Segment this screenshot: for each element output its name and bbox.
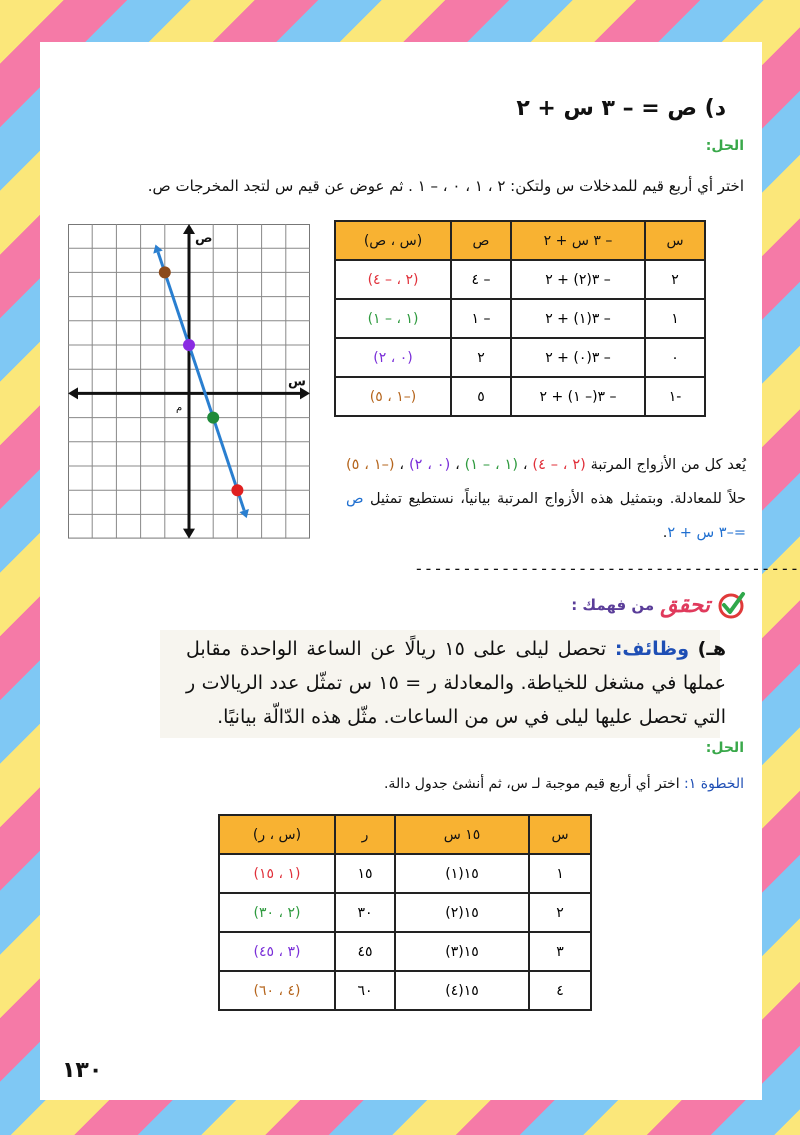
- page: [40, 42, 800, 1100]
- solution-label-2: الحل:: [705, 740, 744, 756]
- page-number: ١٣٠: [62, 1058, 103, 1083]
- table-cell: – ٣(٠) + ٢: [511, 338, 645, 377]
- table-cell: ٦٠: [335, 971, 395, 1010]
- coordinate-graph: [68, 224, 310, 538]
- instruction-text: اختر أي أربع قيم للمدخلات س ولتكن: ٢ ، ١ ، ٠ ، – ١ . ثم عوض عن قيم س لتجد المخرجات ص.: [147, 177, 744, 195]
- step-label: الخطوة ١:: [684, 776, 744, 792]
- table-header: (س ، ر): [219, 815, 335, 854]
- graph-point: [207, 412, 219, 424]
- table-header-row: [219, 815, 591, 854]
- table-cell: – ٣(٢) + ٢: [511, 260, 645, 299]
- pair-text: (١ ، – ١): [464, 457, 519, 473]
- table-cell: ١٥: [335, 854, 395, 893]
- section-divider: ----------------------------------------: [414, 559, 800, 578]
- table-cell: ١٥(١): [395, 854, 529, 893]
- equation-text: ص =–٣ س + ٢: [346, 491, 746, 541]
- y-axis-arrow-top: [183, 224, 195, 234]
- table-cell: ١٥(٣): [395, 932, 529, 971]
- table-cell: ١٥(٢): [395, 893, 529, 932]
- table-cell: – ٤: [451, 260, 511, 299]
- x-axis-arrow-left: [68, 387, 78, 399]
- explanation-text: حلاً للمعادلة. وبتمثيل هذه الأزواج المرتبة بيانياً،: [460, 491, 746, 507]
- table-cell-pair: (٠ ، ٢): [335, 338, 451, 377]
- table-cell: – ٣(١) + ٢: [511, 299, 645, 338]
- table-row: [335, 338, 705, 377]
- table-row: [219, 893, 591, 932]
- table-row: [335, 377, 705, 416]
- exercise-text: تحصل ليلى على ١٥ ريالًا عن الساعة الواحدة مقابل عملها في مشغل للخياطة. والمعادلة ر = ١٥ س تمثّل عدد الريالات ر التي تحصل عليها ليلى في س من الساعات. مثّل هذه الدّالّة بيانيًا.: [186, 638, 726, 728]
- checkmark-icon: [716, 590, 746, 620]
- value-table-1: [334, 220, 706, 417]
- problem-title: د) ص = – ٣ س + ٢: [516, 96, 726, 121]
- table-cell-pair: (٢ ، ٣٠): [219, 893, 335, 932]
- table-cell-pair: (٣ ، ٤٥): [219, 932, 335, 971]
- graph-point: [231, 484, 243, 496]
- pair-text: (٢ ، – ٤): [532, 457, 586, 473]
- table-row: [335, 299, 705, 338]
- check-subtitle: من فهمك :: [571, 596, 655, 614]
- pair-text: (٠ ، ٢): [408, 457, 451, 473]
- table-cell: ١: [529, 854, 591, 893]
- function-line: [158, 252, 244, 510]
- table-cell: ٥: [451, 377, 511, 416]
- table-cell-pair: (٢ ، – ٤): [335, 260, 451, 299]
- table-header: ص: [451, 221, 511, 260]
- step-description: اختر أي أربع قيم موجبة لـ س، ثم أنشئ جدول دالة.: [383, 776, 680, 792]
- table-header: ر: [335, 815, 395, 854]
- value-table-2: [218, 814, 592, 1011]
- graph-point: [159, 266, 171, 278]
- exercise-prefix: هـ): [697, 638, 726, 660]
- table-header: س: [645, 221, 705, 260]
- table-cell: ٢: [451, 338, 511, 377]
- y-axis-arrow-bottom: [183, 529, 195, 539]
- table-cell: ١: [645, 299, 705, 338]
- check-understanding-heading: [571, 590, 746, 620]
- table-cell: ٠: [645, 338, 705, 377]
- table-header-row: [335, 221, 705, 260]
- table-cell-pair: (١ ، – ١): [335, 299, 451, 338]
- graph-point: [183, 339, 195, 351]
- x-axis-label: س: [288, 374, 306, 390]
- table-cell: ١٥(٤): [395, 971, 529, 1010]
- table-cell-pair: (١ ، ١٥): [219, 854, 335, 893]
- origin-label: م: [176, 402, 183, 414]
- table-header: – ٣ س + ٢: [511, 221, 645, 260]
- table-cell: ٤: [529, 971, 591, 1010]
- table-cell-pair: (٤ ، ٦٠): [219, 971, 335, 1010]
- y-axis-label: ص: [195, 231, 213, 246]
- table-header: س: [529, 815, 591, 854]
- table-cell: – ٣(– ١) + ٢: [511, 377, 645, 416]
- table-row: [219, 854, 591, 893]
- check-title: تحقق: [660, 592, 710, 618]
- table-cell: ٢: [645, 260, 705, 299]
- table-cell: ٣: [529, 932, 591, 971]
- table-row: [219, 932, 591, 971]
- table-cell: ٤٥: [335, 932, 395, 971]
- table-cell: ٢: [529, 893, 591, 932]
- table-cell-pair: (–١ ، ٥): [335, 377, 451, 416]
- table-row: [335, 260, 705, 299]
- explanation-paragraph: يُعد كل من الأزواج المرتبة (٢ ، – ٤) ، (١ ، – ١) ، (٠ ، ٢) ، (–١ ، ٥) حلاً للمعادلة. وبتمثيل هذه الأزواج المرتبة بيانياً، نستطيع تمثيل ص =–٣ س + ٢.: [346, 457, 747, 541]
- explanation-text: يُعد كل من الأزواج المرتبة: [590, 457, 747, 473]
- solution-label: الحل:: [705, 138, 744, 154]
- table-cell: ٣٠: [335, 893, 395, 932]
- table-cell: -١: [645, 377, 705, 416]
- table-header: (س ، ص): [335, 221, 451, 260]
- pair-text: (–١ ، ٥): [346, 457, 395, 473]
- exercise-text-block: [186, 632, 726, 734]
- table-row: [219, 971, 591, 1010]
- explanation-text: نستطيع تمثيل: [369, 491, 454, 507]
- table-cell: – ١: [451, 299, 511, 338]
- step-text: [384, 776, 744, 792]
- exercise-tag: وظائف:: [614, 638, 690, 660]
- table-header: ١٥ س: [395, 815, 529, 854]
